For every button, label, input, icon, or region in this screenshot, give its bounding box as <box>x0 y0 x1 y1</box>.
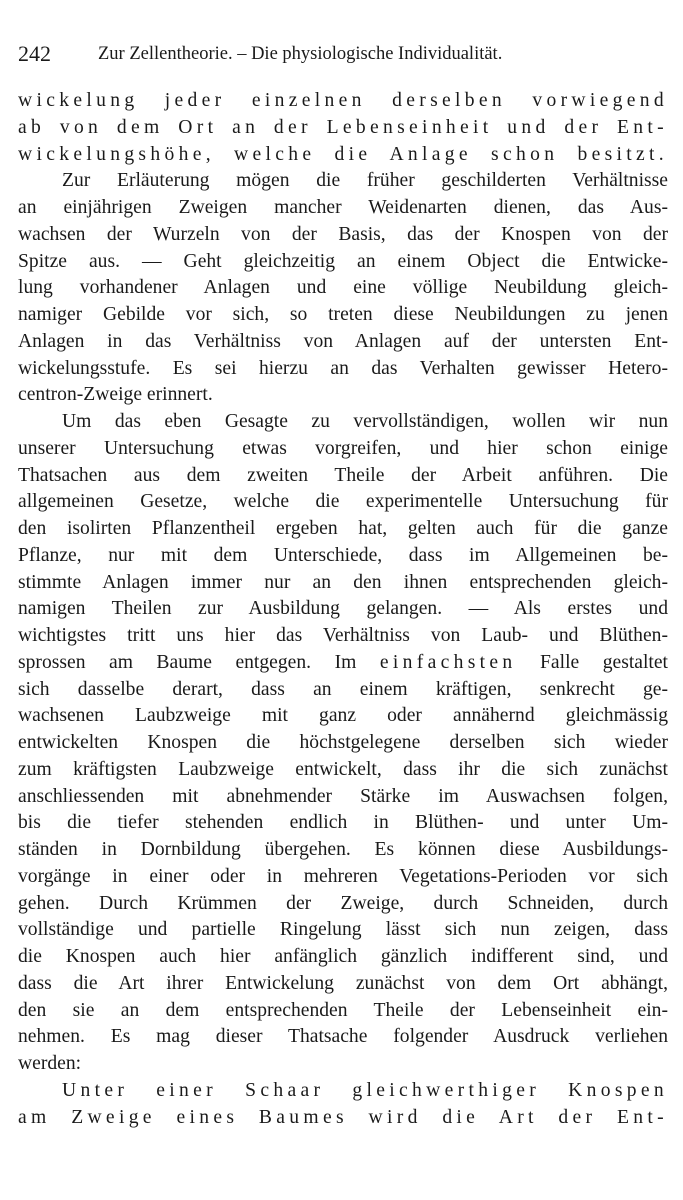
text-line: zum kräftigsten Laubzweige entwickelt, dass ihr die sich zunächst <box>18 758 668 780</box>
paragraph-end-line: centron-Zweige erinnert. <box>18 384 213 406</box>
spaced-statement-line: Unter einer Schaar gleichwerthiger Knospen <box>62 1079 668 1101</box>
text-line: namiger Gebilde vor sich, so treten diese Neubildungen zu jenen <box>18 304 668 325</box>
page-header <box>18 40 668 68</box>
text-line: Spitze aus. — Geht gleichzeitig an einem Object die Entwicke- <box>18 250 668 272</box>
text-line-with-spaced-phrase <box>18 650 668 677</box>
text-line: lung vorhandener Anlagen und eine völlige Neubildung gleich- <box>18 277 668 299</box>
text-line: anschliessenden mit abnehmender Stärke im Auswachsen folgen, <box>18 785 668 807</box>
paragraph-end-line: werden: <box>18 1053 82 1074</box>
line-tail: Falle gestaltet <box>540 651 668 673</box>
text-line: Thatsachen aus dem zweiten Theile der Arbeit anführen. Die <box>18 464 668 486</box>
spaced-emphasis: einfachsten <box>379 651 517 673</box>
running-title: Zur Zellentheorie. – Die physiologische Individualität. <box>98 44 503 64</box>
text-line: Pflanze, nur mit dem Unterschiede, dass im Allgemeinen be- <box>18 544 668 566</box>
text-line: allgemeinen Gesetze, welche die experimentelle Untersuchung für <box>18 491 668 513</box>
page-number: 242 <box>18 41 51 66</box>
text-line: wichtigstes tritt uns hier das Verhältniss von Laub- und Blüthen- <box>18 625 668 646</box>
paragraph-start-line: Zur Erläuterung mögen die früher geschilderten Verhältnisse <box>62 170 668 192</box>
text-line: bis die tiefer stehenden endlich in Blüthen- und unter Um- <box>18 812 668 834</box>
text-line: Anlagen in das Verhältniss von Anlagen auf der untersten Ent- <box>18 330 668 352</box>
text-line: ständen in Dornbildung übergehen. Es können diese Ausbildungs- <box>18 839 668 860</box>
body-text <box>18 88 668 1131</box>
text-line: den sie an dem entsprechenden Theile der Lebenseinheit ein- <box>18 999 668 1021</box>
text-line: nehmen. Es mag dieser Thatsache folgender Ausdruck verliehen <box>18 1026 668 1048</box>
paragraph-start-line: Um das eben Gesagte zu vervollständigen, wollen wir nun <box>62 411 668 432</box>
text-line: an einjährigen Zweigen mancher Weidenarten dienen, das Aus- <box>18 197 668 218</box>
text-line: wickelung jeder einzelnen derselben vorwiegend <box>18 90 668 111</box>
text-line: wachsen der Wurzeln von der Basis, das der Knospen von der <box>18 223 668 245</box>
spaced-statement-line: am Zweige eines Baumes wird die Art der Ent- <box>18 1106 668 1128</box>
text-line: vorgänge in einer oder in mehreren Vegetations-Perioden vor sich <box>18 865 668 887</box>
text-line: unserer Untersuchung etwas vorgreifen, und hier schon einige <box>18 437 668 459</box>
text-line: wickelungsstufe. Es sei hierzu an das Verhalten gewisser Hetero- <box>18 357 668 379</box>
line-head: sprossen am Baume entgegen. Im <box>18 651 357 673</box>
text-line: namigen Theilen zur Ausbildung gelangen. — Als erstes und <box>18 598 668 620</box>
text-line: den isolirten Pflanzentheil ergeben hat, gelten auch für die ganze <box>18 518 668 539</box>
text-line: ab von dem Ort an der Lebenseinheit und der Ent- <box>18 116 668 138</box>
text-line: sich dasselbe derart, dass an einem kräftigen, senkrecht ge- <box>18 678 668 700</box>
text-line: die Knospen auch hier anfänglich gänzlich indifferent sind, und <box>18 946 668 967</box>
text-line: entwickelten Knospen die höchstgelegene derselben sich wieder <box>18 732 668 753</box>
text-line: gehen. Durch Krümmen der Zweige, durch Schneiden, durch <box>18 892 668 914</box>
text-line: wickelungshöhe, welche die Anlage schon besitzt. <box>18 143 668 165</box>
text-line: stimmte Anlagen immer nur an den ihnen entsprechenden gleich- <box>18 571 668 593</box>
text-line: dass die Art ihrer Entwickelung zunächst von dem Ort abhängt, <box>18 972 668 994</box>
text-line: wachsenen Laubzweige mit ganz oder annähernd gleichmässig <box>18 705 668 727</box>
text-line: vollständige und partielle Ringelung lässt sich nun zeigen, dass <box>18 919 668 941</box>
